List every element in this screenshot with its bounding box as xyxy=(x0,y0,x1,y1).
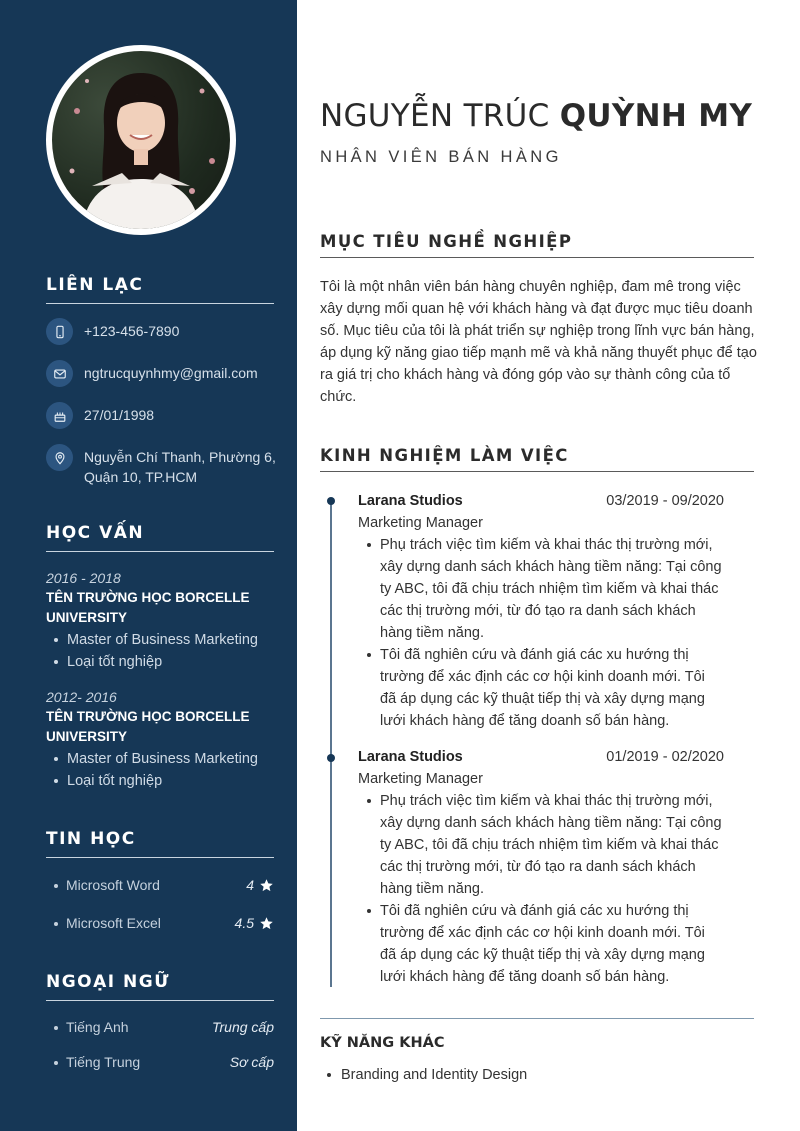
other-skills-heading: KỸ NĂNG KHÁC xyxy=(320,1035,445,1051)
language-name: Tiếng Trung xyxy=(46,1054,140,1070)
rating-value: 4.5 xyxy=(234,915,254,931)
education-detail-item: Loại tốt nghiệp xyxy=(46,770,281,792)
computer-skill-rating xyxy=(246,877,274,893)
section-divider xyxy=(320,1018,754,1019)
job-bullets xyxy=(358,534,724,732)
computer-skill-row xyxy=(46,912,274,934)
contact-address-text: Nguyễn Chí Thanh, Phường 6, Quận 10, TP.HCM xyxy=(84,449,276,485)
timeline-dot xyxy=(327,754,335,762)
job-entry-1 xyxy=(358,490,724,732)
computer-skill-rating xyxy=(235,915,274,931)
objective-text: Tôi là một nhân viên bán hàng chuyên nghiệp, đam mê trong việc xây dựng mối quan hệ với khách hàng và đạt được mục tiêu doanh số. Mục tiêu của tôi là phát triển sự nghiệp trong lĩnh vực bán hàng, áp dụng kỹ năng giao tiếp mạnh mẽ và khả năng thuyết phục để tạo ra giá trị cho khách hàng và đóng góp vào sự thành công của tổ chức. xyxy=(320,279,757,405)
job-period: 01/2019 - 02/2020 xyxy=(606,749,724,765)
objective-heading: MỤC TIÊU NGHỀ NGHIỆP xyxy=(320,232,754,258)
name-last: QUỲNH MY xyxy=(559,98,753,134)
birthday-cake-icon xyxy=(46,402,73,429)
name-first: NGUYỄN TRÚC xyxy=(320,98,550,134)
job-header xyxy=(358,746,724,768)
job-header xyxy=(358,490,724,512)
portrait-illustration xyxy=(52,51,230,229)
education-details xyxy=(46,629,281,673)
contact-phone-text: +123-456-7890 xyxy=(84,323,180,339)
contact-heading: LIÊN LẠC xyxy=(46,275,274,304)
language-row xyxy=(46,1016,274,1038)
contact-phone xyxy=(46,318,281,345)
education-detail-item: Master of Business Marketing xyxy=(46,748,281,770)
education-heading: HỌC VẤN xyxy=(46,523,274,552)
full-name xyxy=(320,98,752,134)
education-school: TÊN TRƯỜNG HỌC BORCELLE UNIVERSITY xyxy=(46,709,250,744)
education-details xyxy=(46,748,281,792)
language-level: Sơ cấp xyxy=(229,1054,274,1070)
job-bullet: Phụ trách việc tìm kiếm và khai thác thị trường mới, xây dựng danh sách khách hàng tiềm năng: Tại công ty ABC, tôi đã chịu trách nhiệm tìm kiếm và khai thác các thị trường mới, từ đó tạo ra danh sách khách hàng tiềm năng. xyxy=(358,790,724,900)
computer-skill-row xyxy=(46,874,274,896)
computer-skills-heading: TIN HỌC xyxy=(46,829,274,858)
computer-skill-name: Microsoft Word xyxy=(46,877,160,893)
profile-photo-frame xyxy=(46,45,236,235)
contact-email-text: ngtrucquynhmy@gmail.com xyxy=(84,365,258,381)
job-title: Marketing Manager xyxy=(358,515,483,531)
location-pin-icon xyxy=(46,444,73,471)
job-company: Larana Studios xyxy=(358,749,463,765)
star-icon xyxy=(259,878,274,893)
education-years: 2016 - 2018 xyxy=(46,570,121,586)
experience-heading: KINH NGHIỆM LÀM VIỆC xyxy=(320,446,754,472)
job-title: Marketing Manager xyxy=(358,771,483,787)
job-bullets xyxy=(358,790,724,988)
job-entry-2 xyxy=(358,746,724,988)
rating-value: 4 xyxy=(246,877,254,893)
phone-icon xyxy=(46,318,73,345)
education-detail-item: Master of Business Marketing xyxy=(46,629,281,651)
main-content xyxy=(297,0,800,1131)
star-icon xyxy=(259,916,274,931)
contact-birthday-text: 27/01/1998 xyxy=(84,407,155,423)
other-skills-list xyxy=(320,1064,527,1086)
contact-birthday xyxy=(46,402,281,429)
job-bullet: Tôi đã nghiên cứu và đánh giá các xu hướng thị trường để xác định các cơ hội kinh doanh mới. Tôi đã áp dụng các kỹ thuật tiếp thị và xây dựng mạng lưới khách hàng để tăng doanh số bán hàng. xyxy=(358,900,724,988)
languages-heading: NGOẠI NGỮ xyxy=(46,972,274,1001)
profile-photo xyxy=(52,51,230,229)
education-detail-item: Loại tốt nghiệp xyxy=(46,651,281,673)
timeline-line xyxy=(330,500,332,987)
contact-email xyxy=(46,360,281,387)
other-skill-item: Branding and Identity Design xyxy=(320,1064,527,1086)
education-entry-1 xyxy=(46,568,281,673)
job-company: Larana Studios xyxy=(358,493,463,509)
education-years: 2012- 2016 xyxy=(46,689,117,705)
education-entry-2 xyxy=(46,687,281,792)
job-role: NHÂN VIÊN BÁN HÀNG xyxy=(320,148,562,166)
timeline-dot xyxy=(327,497,335,505)
education-school: TÊN TRƯỜNG HỌC BORCELLE UNIVERSITY xyxy=(46,590,250,625)
contact-address xyxy=(46,444,281,487)
email-icon xyxy=(46,360,73,387)
job-bullet: Tôi đã nghiên cứu và đánh giá các xu hướng thị trường để xác định các cơ hội kinh doanh mới. Tôi đã áp dụng các kỹ thuật tiếp thị và xây dựng mạng lưới khách hàng để tăng doanh số bán hàng. xyxy=(358,644,724,732)
job-bullet: Phụ trách việc tìm kiếm và khai thác thị trường mới, xây dựng danh sách khách hàng tiềm năng: Tại công ty ABC, tôi đã chịu trách nhiệm tìm kiếm và khai thác các thị trường mới, từ đó tạo ra danh sách khách hàng tiềm năng. xyxy=(358,534,724,644)
language-row xyxy=(46,1051,274,1073)
language-level: Trung cấp xyxy=(212,1019,274,1035)
job-period: 03/2019 - 09/2020 xyxy=(606,493,724,509)
sidebar xyxy=(0,0,297,1131)
language-name: Tiếng Anh xyxy=(46,1019,129,1035)
computer-skill-name: Microsoft Excel xyxy=(46,915,161,931)
